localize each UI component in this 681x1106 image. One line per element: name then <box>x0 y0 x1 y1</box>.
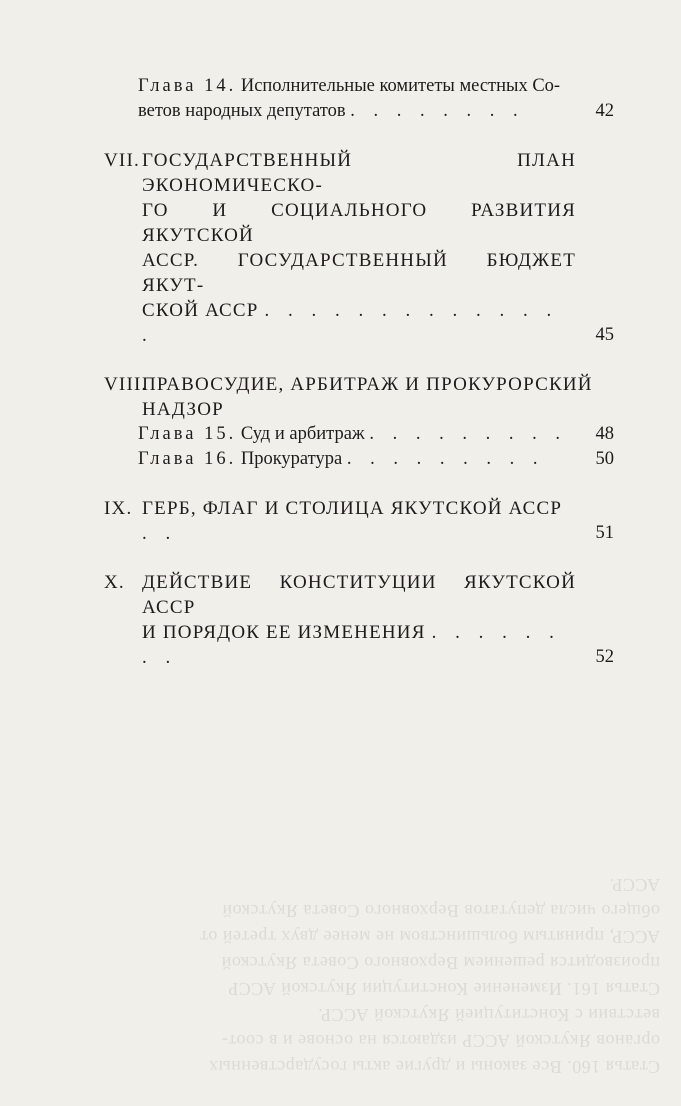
section-title-line: АССР. ГОСУДАРСТВЕННЫЙ БЮДЖЕТ ЯКУТ- <box>142 250 576 296</box>
toc-entry-chapter-14 <box>104 74 614 124</box>
bleed-line: Статья 160. Все законы и другие акты государственных <box>208 1057 660 1077</box>
table-of-contents <box>104 74 614 670</box>
toc-entry-section-7 <box>104 148 614 348</box>
bleed-line: АССР. <box>609 875 660 895</box>
section-title: ГЕРБ, ФЛАГ И СТОЛИЦА ЯКУТСКОЙ АССР <box>142 498 563 519</box>
toc-entry-section-8 <box>104 372 614 422</box>
section-title-line: СКОЙ АССР <box>142 300 259 321</box>
chapter-title-line: Исполнительные комитеты местных Со- <box>240 76 561 96</box>
page-number: 45 <box>595 325 614 345</box>
chapter-label: Глава 15. <box>138 424 237 444</box>
chapter-label: Глава 14. <box>138 76 237 96</box>
leader-dots: . . . . . . . . <box>142 622 561 668</box>
bleed-line: ветствии с Конституцией Якутской АССР. <box>317 1005 660 1025</box>
page-number: 51 <box>595 523 614 543</box>
section-number: X. <box>104 572 125 593</box>
chapter-title-line: ветов народных депутатов <box>138 101 346 121</box>
section-number: VIII. <box>104 374 148 395</box>
section-number: VII. <box>104 150 140 171</box>
section-title-line: НАДЗОР <box>142 399 224 420</box>
chapter-title: Суд и арбитраж <box>240 424 365 444</box>
bleed-line: общего числа депутатов Верховного Совета Якутской <box>222 901 660 921</box>
page-number: 52 <box>595 647 614 667</box>
toc-entry-section-10 <box>104 570 614 670</box>
section-title-line: ГО И СОЦИАЛЬНОГО РАЗВИТИЯ ЯКУТСКОЙ <box>142 200 576 246</box>
leader-dots: . . . . . . . . . . . . . . <box>142 300 559 346</box>
page-number: 48 <box>595 424 614 444</box>
leader-dots: . . . . . . . . . <box>346 449 545 469</box>
bleed-line: АССР, принятым большинством не менее двух третей от <box>199 927 660 947</box>
page-number: 42 <box>595 101 614 121</box>
chapter-title: Прокуратура <box>240 449 343 469</box>
leader-dots: . . <box>142 523 178 544</box>
section-title-line: ГОСУДАРСТВЕННЫЙ ПЛАН ЭКОНОМИЧЕСКО- <box>142 150 576 196</box>
toc-entry-chapter-15 <box>104 422 614 447</box>
bleed-line: органов Якутской АССР издаются на основе и в соот- <box>221 1031 660 1051</box>
bleed-line: Статья 161. Изменение Конституции Якутской АССР <box>227 979 660 999</box>
chapter-label: Глава 16. <box>138 449 237 469</box>
section-title-line: ПРАВОСУДИЕ, АРБИТРАЖ И ПРОКУРОРСКИЙ <box>142 374 593 395</box>
toc-entry-section-9 <box>104 496 614 546</box>
bleed-line: производится решением Верховного Совета Якутской <box>221 953 660 973</box>
section-title-line: И ПОРЯДОК ЕЕ ИЗМЕНЕНИЯ <box>142 622 426 643</box>
leader-dots: . . . . . . . . . <box>369 424 567 444</box>
page-number: 50 <box>595 449 614 469</box>
section-number: IX. <box>104 498 133 519</box>
section-title-line: ДЕЙСТВИЕ КОНСТИТУЦИИ ЯКУТСКОЙ АССР <box>142 572 576 618</box>
leader-dots: . . . . . . . . <box>350 101 525 121</box>
toc-entry-chapter-16 <box>104 447 614 472</box>
